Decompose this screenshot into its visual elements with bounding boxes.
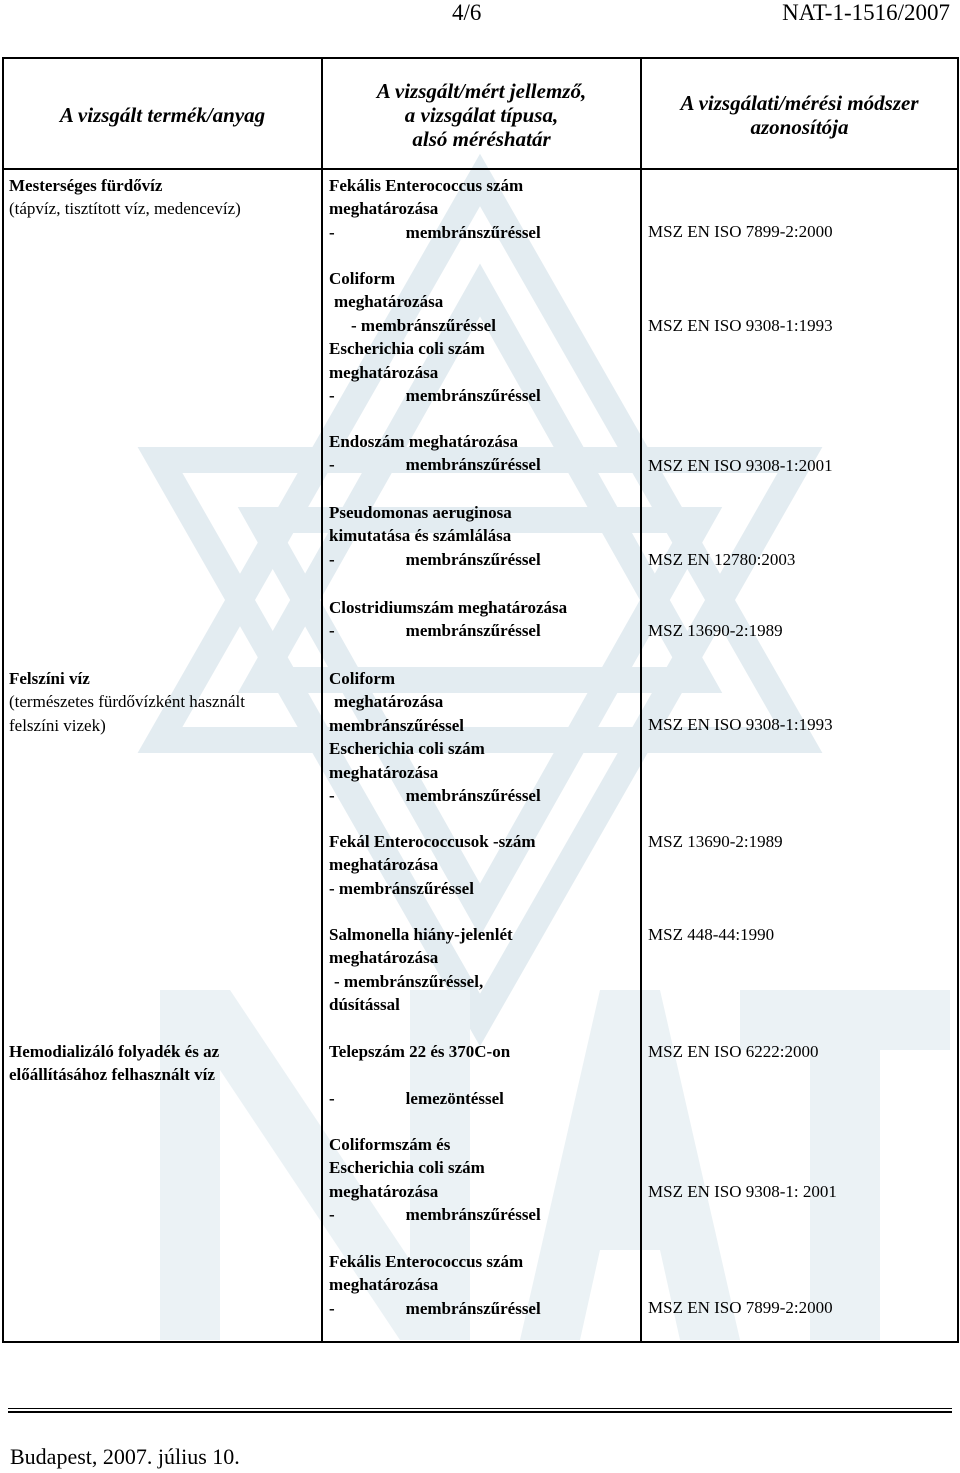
method-standard: MSZ EN ISO 9308-1:2001 — [648, 456, 833, 475]
method-standard: MSZ EN ISO 7899-2:2000 — [648, 222, 833, 241]
product-cell: Mesterséges fürdővíz (tápvíz, tisztított víz, medencevíz) — [9, 176, 241, 219]
method-standard: MSZ EN ISO 7899-2:2000 — [648, 1298, 833, 1317]
place-and-date: Budapest, 2007. július 10. — [10, 1444, 240, 1469]
property-block: Fekál Enterococcusok -szám meghatározása - membránszűréssel — [329, 832, 536, 898]
method-standard: MSZ 448-44:1990 — [648, 925, 775, 944]
property-block: Coliformszám és Escherichia coli szám meghatározása - membránszűréssel — [329, 1135, 541, 1225]
method-standard: MSZ 13690-2:1989 — [648, 832, 783, 851]
method-standard: MSZ EN ISO 9308-1:1993 — [648, 316, 833, 335]
column-header-method: A vizsgálati/mérési módszer azonosítója — [680, 90, 919, 139]
method-standard: MSZ EN 12780:2003 — [648, 550, 796, 569]
property-block: Coliform meghatározása membránszűréssel Escherichia coli szám meghatározása - membránszűréssel — [329, 669, 541, 806]
property-block: Telepszám 22 és 370C-on - lemezöntéssel — [329, 1042, 511, 1108]
property-block: Pseudomonas aeruginosa kimutatása és számlálása - membránszűréssel — [329, 503, 541, 569]
column-header-property: A vizsgált/mért jellemző, a vizsgálat típusa, alsó méréshatár — [376, 78, 587, 151]
method-standard: MSZ EN ISO 9308-1: 2001 — [648, 1182, 837, 1201]
column-divider — [640, 59, 642, 1341]
method-standard: MSZ EN ISO 9308-1:1993 — [648, 715, 833, 734]
property-block: Endoszám meghatározása - membránszűréssel — [329, 432, 541, 475]
property-block: Coliform meghatározása - membránszűréssel Escherichia coli szám meghatározása - membránszűréssel — [329, 269, 541, 406]
column-divider — [321, 59, 323, 1341]
column-header-product: A vizsgált termék/anyag — [59, 102, 266, 127]
method-standard: MSZ EN ISO 6222:2000 — [648, 1042, 819, 1061]
method-standard: MSZ 13690-2:1989 — [648, 621, 783, 640]
footer-rule — [8, 1408, 952, 1409]
property-block: Fekális Enterococcus szám meghatározása - membránszűréssel — [329, 1252, 541, 1318]
document-id: NAT-1-1516/2007 — [782, 0, 950, 25]
product-cell: Hemodializáló folyadék és az előállításához felhasznált víz — [9, 1042, 220, 1085]
property-block: Clostridiumszám meghatározása - membránszűréssel — [329, 598, 568, 641]
property-block: Salmonella hiány-jelenlét meghatározása - membránszűréssel, dúsítással — [329, 925, 513, 1015]
page-number: 4/6 — [452, 0, 482, 25]
property-block: Fekális Enterococcus szám meghatározása - membránszűréssel — [329, 176, 541, 242]
footer-rule — [8, 1411, 952, 1413]
product-cell: Felszíni víz (természetes fürdővízként használt felszíni vizek) — [9, 669, 246, 735]
